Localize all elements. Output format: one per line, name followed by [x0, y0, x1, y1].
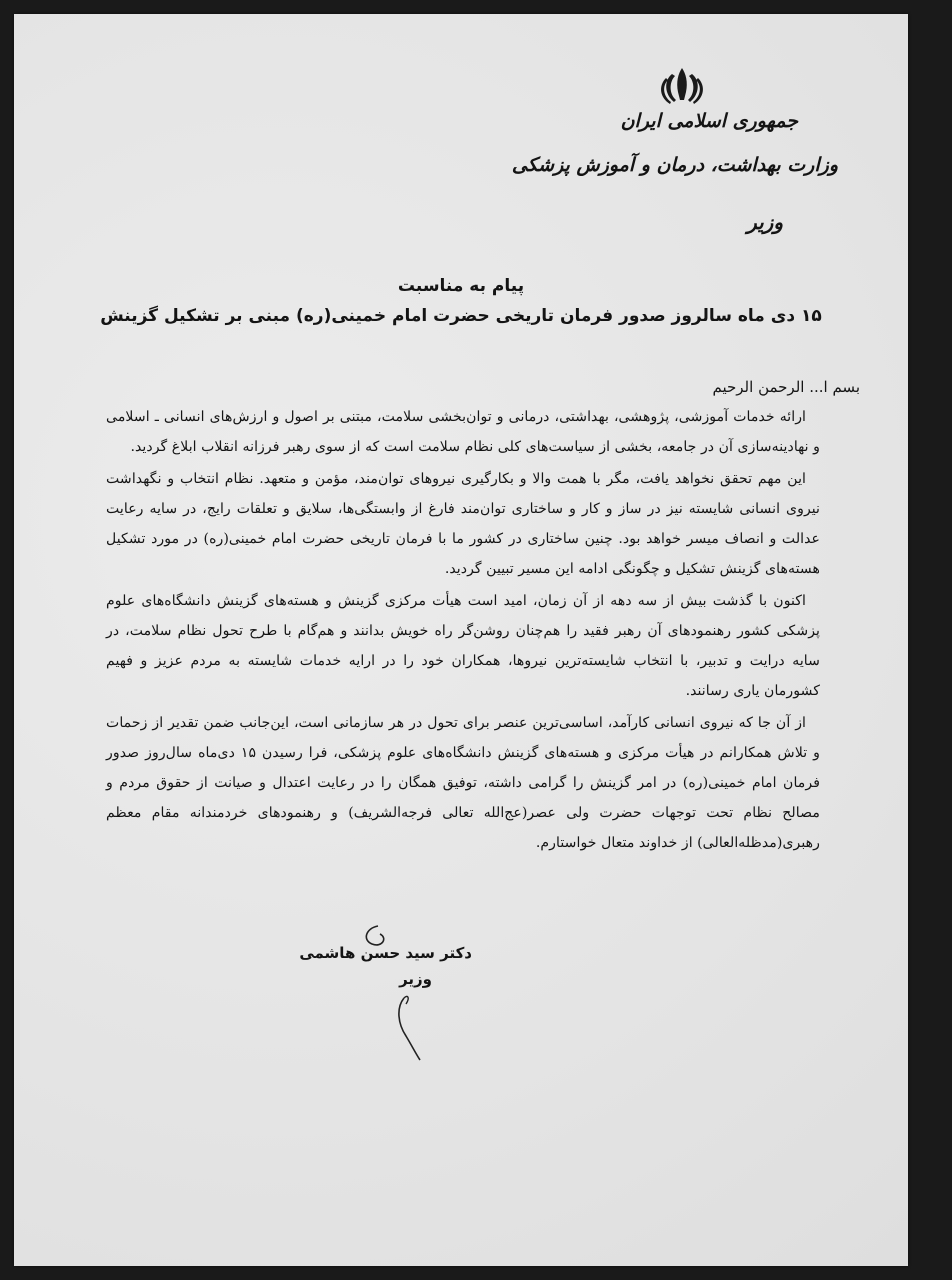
paragraph-3: اکنون با گذشت بیش از سه دهه از آن زمان، امید است هیأت مرکزی گزینش و هسته‌های گزینش دانشگاه‌های علوم پزشکی کشور رهنمودهای آن رهبر فقید را هم‌چنان روشن‌گر راه خویش بدانند و هم‌گام با طرح تحول نظام سلامت، در سایه درایت و تدبیر، با انتخاب شایسته‌ترین نیروها، همکاران خود را در ارایه خدمات شایسته به مردم عزیز و فهیم کشورمان یاری رسانند. [106, 593, 820, 699]
signatory-title: وزیر [399, 970, 432, 988]
letterhead-minister: وزیر [747, 210, 783, 234]
letter-body [106, 372, 860, 860]
iran-emblem-icon [650, 64, 714, 106]
letterhead-republic: جمهوری اسلامی ایران [620, 110, 798, 132]
paragraph-2: این مهم تحقق نخواهد یافت، مگر با همت والا و بکارگیری نیروهای توان‌مند، مؤمن و متعهد. نظام انتخاب و نگهداشت نیروی انسانی شایسته نیز در ساز و کار و ساختاری توان‌مند فارغ از وابستگی‌ها، سلایق و تعلقات رایج، در سایه رعایت عدالت و انصاف میسر خواهد بود. چنین ساختاری در کشور ما با فرمان تاریخی حضرت امام خمینی(ره) در مورد تشکیل هسته‌های گزینش تشکیل و چگونگی ادامه این مسیر تبیین گردید. [106, 471, 820, 577]
signatory-name: دکتر سید حسن هاشمی [299, 944, 472, 962]
paragraph-4: از آن جا که نیروی انسانی کارآمد، اساسی‌ترین عنصر برای تحول در هر سازمانی است، این‌جانب ضمن تقدیر از زحمات و تلاش همکارانم در هیأت مرکزی و هسته‌های گزینش دانشگاه‌های علوم پزشکی، فرا رسیدن ۱۵ دی‌ماه سال‌روز صدور فرمان امام خمینی(ره) در امر گزینش را گرامی داشته، توفیق همگان را در رعایت اعتدال و صیانت از حقوق مردم و مصالح نظام تحت توجهات حضرت ولی عصر(عج‌الله تعالی فرجه‌الشریف) و رهنمودهای خردمندانه مقام معظم رهبری(مدظله‌العالی) از خداوند متعال خواستارم. [106, 715, 821, 851]
letterhead-ministry: وزارت بهداشت، درمان و آموزش پزشکی [511, 154, 838, 176]
paragraph-1: ارائه خدمات آموزشی، پژوهشی، بهداشتی، درمانی و توان‌بخشی سلامت، مبتنی بر اصول و ارزش‌های انسانی ـ اسلامی و نهادینه‌سازی آن در جامعه، بخشی از سیاست‌های کلی نظام سلامت است که از سوی رهبر فرزانه انقلاب ابلاغ گردید. [106, 409, 820, 455]
message-title [14, 276, 908, 326]
title-line-1: پیام به مناسبت [397, 276, 525, 296]
signature-block [272, 914, 472, 1064]
letter-page [14, 14, 908, 1266]
title-line-2: ۱۵ دی ماه سالروز صدور فرمان تاریخی حضرت امام خمینی(ره) مبنی بر تشکیل گزینش [100, 306, 822, 326]
bismillah: بسم ا... الرحمن الرحیم [712, 378, 860, 396]
handwritten-signature-icon [292, 914, 432, 1064]
